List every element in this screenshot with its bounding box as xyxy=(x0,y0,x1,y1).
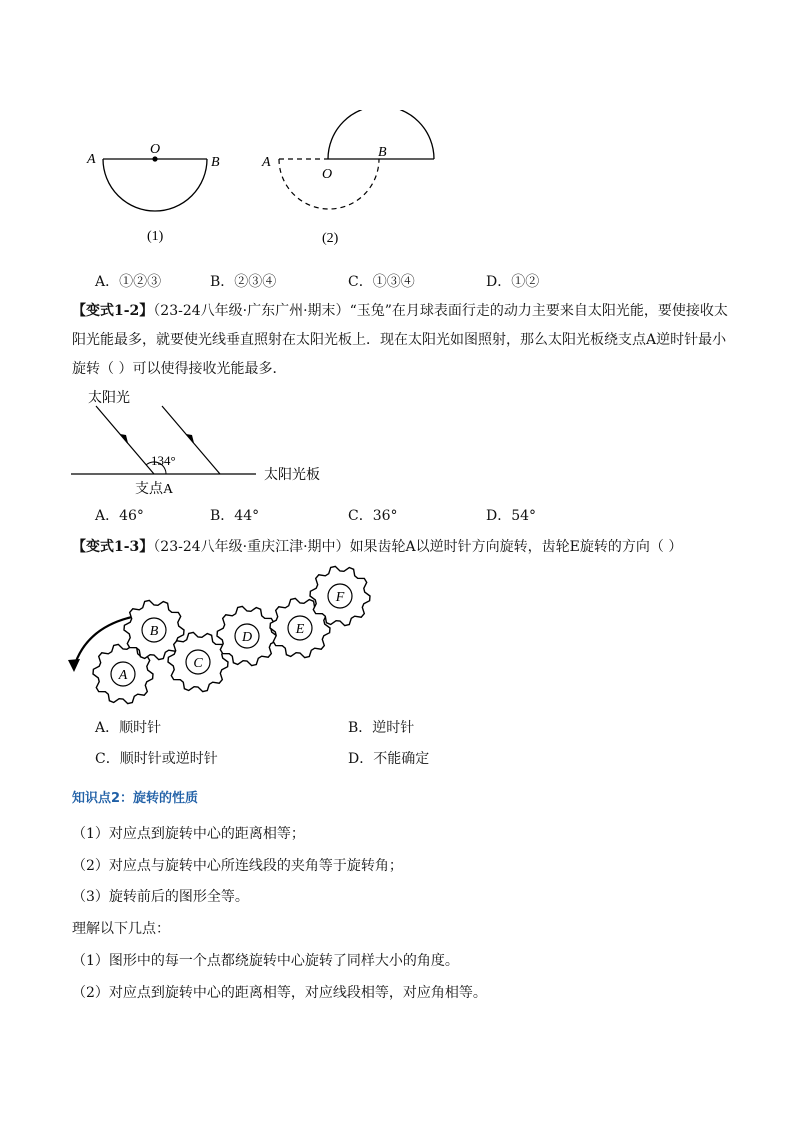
q2-tag: 【变式1-2】 xyxy=(72,303,154,319)
q3-text: 如果齿轮A以逆时针方向旋转，齿轮E旋转的方向（ ） xyxy=(349,539,683,555)
q3-option-b[interactable]: B．逆时针 xyxy=(348,720,415,736)
q2-line2: 阳光能最多，就要使光线垂直照射在太阳光板上．现在太阳光如图照射，那么太阳光板绕支点A逆时针最小 xyxy=(72,332,727,348)
q2-option-b[interactable]: B．44° xyxy=(210,508,260,524)
fig2-label-a: A xyxy=(262,155,271,170)
q3-question xyxy=(72,536,682,556)
q1-option-a[interactable]: A．①②③ xyxy=(95,274,162,290)
gear-label-d: D xyxy=(241,630,253,645)
q2-option-d[interactable]: D．54° xyxy=(486,508,537,524)
angle-label: 134° xyxy=(151,453,176,468)
gear-label-c: C xyxy=(193,656,203,671)
q1-option-c[interactable]: C．①③④ xyxy=(348,274,415,290)
property-2: （2）对应点与旋转中心所连线段的夹角等于旋转角； xyxy=(72,858,403,874)
q2-question xyxy=(72,297,732,384)
q3-option-d[interactable]: D．不能确定 xyxy=(348,751,430,767)
section-title: 知识点2：旋转的性质 xyxy=(72,791,199,806)
property-3: （3）旋转前后的图形全等。 xyxy=(72,889,249,905)
q1-option-b[interactable]: B．②③④ xyxy=(210,274,277,290)
q3-option-c[interactable]: C．顺时针或逆时针 xyxy=(95,751,218,767)
sun-label: 太阳光 xyxy=(88,391,130,406)
pivot-label: 支点A xyxy=(135,482,174,496)
figure-1 xyxy=(86,142,220,244)
understand-1: （1）图形中的每一个点都绕旋转中心旋转了同样大小的角度。 xyxy=(72,953,459,969)
figure-2 xyxy=(261,110,434,246)
fig1-label-a: A xyxy=(87,152,96,167)
understand-title: 理解以下几点： xyxy=(72,921,170,937)
q3-tag: 【变式1-3】 xyxy=(72,539,154,555)
fig1-caption: (1) xyxy=(147,229,164,244)
gears-diagram xyxy=(66,560,396,710)
fig2-label-b: B xyxy=(378,145,387,160)
q2-line3: 旋转（ ）可以使得接收光能最多． xyxy=(72,361,287,377)
fig2-caption: (2) xyxy=(322,231,339,246)
q3-option-a[interactable]: A．顺时针 xyxy=(95,720,162,736)
fig2-label-o: O xyxy=(322,167,333,182)
gear-label-f: F xyxy=(335,590,345,605)
fig1-label-b: B xyxy=(211,155,220,170)
q2-source: （23-24八年级·广东广州·期末） xyxy=(153,303,350,319)
fig1-label-o: O xyxy=(150,142,161,157)
gear-c xyxy=(168,632,228,691)
panel-label: 太阳光板 xyxy=(264,468,320,483)
understand-2: （2）对应点到旋转中心的距离相等，对应线段相等，对应角相等。 xyxy=(72,985,487,1001)
q3-source: （23-24八年级·重庆江津·期中） xyxy=(153,539,350,555)
q2-option-c[interactable]: C．36° xyxy=(348,508,398,524)
gear-label-b: B xyxy=(149,624,159,639)
sun-panel-diagram xyxy=(66,386,366,496)
q1-option-d[interactable]: D．①② xyxy=(486,274,540,290)
gear-d xyxy=(217,606,277,665)
semicircle-figures xyxy=(80,110,450,250)
q2-option-a[interactable]: A．46° xyxy=(95,508,144,524)
gear-label-e: E xyxy=(295,622,305,637)
q2-line1: “玉兔”在月球表面行走的动力主要来自太阳光能，要使接收太 xyxy=(349,303,728,319)
property-1: （1）对应点到旋转中心的距离相等； xyxy=(72,826,305,842)
gear-label-a: A xyxy=(118,668,128,683)
